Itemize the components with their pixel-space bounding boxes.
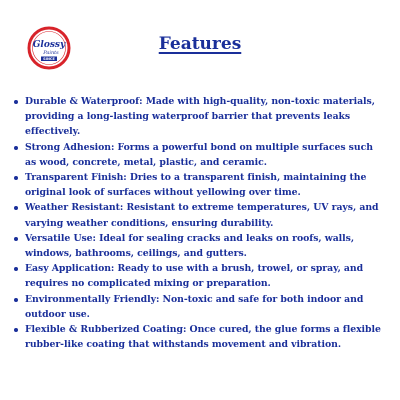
bullet-icon bbox=[14, 176, 18, 180]
feature-text: Easy Application: Ready to use with a brush, trowel, or spray, and requires no complicated mixing or preparation. bbox=[25, 263, 364, 290]
bullet-icon bbox=[14, 100, 18, 104]
bullet-icon bbox=[14, 206, 18, 210]
feature-item bbox=[25, 200, 386, 230]
bullet-icon bbox=[14, 328, 18, 332]
feature-text: Versatile Use: Ideal for sealing cracks and leaks on roofs, walls, windows, bathrooms, ceilings, and gutters. bbox=[25, 232, 355, 260]
logo-text-since: SINCE bbox=[43, 57, 55, 62]
feature-item bbox=[25, 231, 386, 261]
feature-text: Weather Resistant: Resistant to extreme temperatures, UV rays, and varying weather conditions, ensuring durability. bbox=[25, 202, 379, 229]
feature-text: Environmentally Friendly: Non-toxic and safe for both indoor and outdoor use. bbox=[25, 293, 364, 320]
logo-text-sub: Paints bbox=[43, 50, 59, 56]
feature-item bbox=[25, 94, 386, 140]
bullet-icon bbox=[14, 237, 18, 241]
feature-text: Strong Adhesion: Forms a powerful bond on multiple surfaces such as wood, concrete, metal, plastic, and ceramic. bbox=[25, 141, 373, 168]
bullet-icon bbox=[14, 298, 18, 302]
feature-item bbox=[25, 322, 386, 352]
bullet-icon bbox=[14, 267, 18, 271]
bullet-icon bbox=[14, 146, 18, 150]
feature-item bbox=[25, 292, 386, 322]
feature-text: Flexible & Rubberized Coating: Once cured, the glue forms a flexible rubber-like coating that withstands movement and vibration. bbox=[25, 324, 381, 351]
page-title: Features bbox=[158, 34, 242, 54]
feature-item bbox=[25, 140, 386, 170]
feature-text: Transparent Finish: Dries to a transparent finish, maintaining the original look of surfaces without yellowing over time. bbox=[25, 172, 367, 199]
feature-item bbox=[25, 261, 386, 291]
logo-text-brand: Glossy bbox=[32, 40, 66, 50]
feature-list bbox=[14, 94, 386, 352]
feature-text: Durable & Waterproof: Made with high-quality, non-toxic materials, providing a long-lasting waterproof barrier that prevents leaks effectively. bbox=[25, 96, 375, 138]
feature-item bbox=[25, 170, 386, 200]
